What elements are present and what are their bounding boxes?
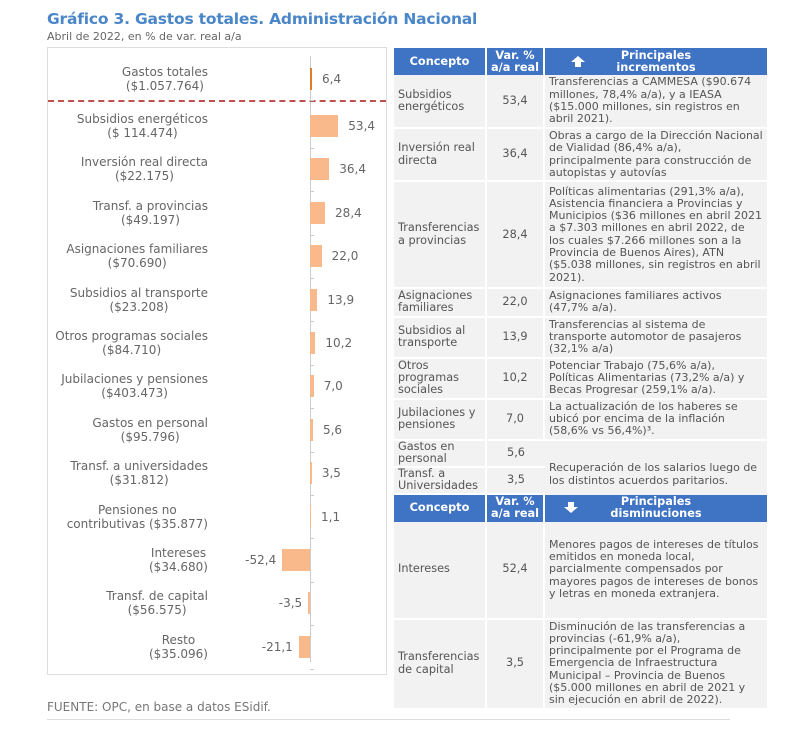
- bar-row: [48, 365, 386, 408]
- bar-row: [48, 408, 386, 451]
- bar-value-label: 53,4: [348, 118, 376, 133]
- bar-label: Transf. de capital ($56.575): [106, 589, 208, 618]
- bar: [310, 506, 311, 528]
- cell-var: 53,4: [487, 75, 545, 127]
- bar-row: [48, 582, 386, 625]
- table-row: [394, 522, 767, 620]
- cell-var: 3,5: [487, 620, 545, 708]
- cell-concept: Intereses: [394, 522, 487, 618]
- bar-row: [48, 538, 386, 581]
- bar-label: Intereses ($34.680): [149, 545, 208, 574]
- axis-tick: [310, 625, 314, 626]
- axis-tick: [310, 408, 314, 409]
- arrow-up-icon: [571, 56, 585, 62]
- axis-tick: [310, 495, 314, 496]
- cell-desc: Menores pagos de intereses de títulos emitidos en moneda local, parcialmente compensados por mayores pagos de intereses de bonos y letras en moneda extranjera.: [549, 537, 759, 600]
- bar-label: Asignaciones familiares ($70.690): [66, 242, 208, 271]
- bar-value-label: 10,2: [325, 335, 353, 350]
- bar: [308, 592, 310, 614]
- cell-var: 28,4: [487, 182, 545, 287]
- table-row: Gastos en personal 5,6: [394, 441, 545, 468]
- cell-concept: Subsidios energéticos: [394, 75, 487, 127]
- decreases-header: Concepto Var. % a/a real Principales disminuciones: [394, 495, 767, 522]
- bar-row: [48, 321, 386, 364]
- bar: [299, 636, 310, 658]
- bar-label: Resto ($35.096): [149, 632, 208, 661]
- bar: [282, 549, 310, 571]
- merged-rows: [394, 441, 767, 495]
- bar-label: Subsidios al transporte ($23.208): [69, 285, 208, 314]
- bar-row: [48, 191, 386, 234]
- bar-label: Otros programas sociales ($84.710): [55, 328, 208, 357]
- bar-value-label: 7,0: [323, 379, 343, 394]
- table-row: [394, 182, 767, 289]
- bar-row: [48, 625, 386, 668]
- bar: [310, 68, 312, 90]
- cell-desc: Transferencias a CAMMESA ($90.674 millones, 78,4% a/a), y a IEASA ($15.000 millones, sin registros en abril 2021).: [549, 75, 752, 126]
- axis-tick: [310, 538, 314, 539]
- header-increases: Principales incrementos: [545, 48, 767, 75]
- table-row: [394, 75, 767, 129]
- bar-row: [48, 104, 386, 147]
- bar-value-label: 3,5: [321, 466, 341, 481]
- cell-desc: Potenciar Trabajo (75,6% a/a), Políticas Alimentarias (73,2% a/a) y Becas Progresar (259,1% a/a).: [549, 358, 745, 397]
- bar-value-label: -52,4: [245, 552, 277, 567]
- bar-value-label: -3,5: [278, 596, 303, 611]
- cell-concept: Inversión real directa: [394, 129, 487, 180]
- bar-value-label: 36,4: [339, 162, 366, 177]
- bar-row: [48, 495, 386, 538]
- bar-label: Subsidios energéticos ($ 114.474): [76, 111, 208, 140]
- cell-var: 7,0: [487, 400, 545, 439]
- axis-tick: [310, 235, 314, 236]
- header-var: Var. % a/a real: [487, 48, 545, 75]
- axis-tick: [310, 452, 314, 453]
- table-row: [394, 318, 767, 359]
- axis-tick: [310, 321, 314, 322]
- bar-value-label: 6,4: [322, 71, 342, 86]
- table-row: [394, 359, 767, 400]
- merged-description: Recuperación de los salarios luego de los distintos acuerdos paritarios.: [545, 441, 767, 495]
- axis-tick: [310, 148, 314, 149]
- bar-label: Jubilaciones y pensiones ($403.473): [61, 372, 208, 401]
- cell-concept: Asignaciones familiares: [394, 289, 487, 316]
- bar-row: [48, 148, 386, 191]
- footer-divider: [47, 719, 730, 720]
- cell-concept: Subsidios al transporte: [394, 318, 487, 357]
- chart-title: Gráfico 3. Gastos totales. Administración Nacional: [47, 10, 478, 28]
- cell-desc: Obras a cargo de la Dirección Nacional de Vialidad (86,4% a/a), principalmente para construcción de autopistas y autovías: [549, 129, 763, 179]
- bar: [310, 245, 322, 267]
- bar-value-label: -21,1: [261, 639, 293, 654]
- bar-label: Gastos en personal ($95.796): [92, 415, 208, 444]
- cell-concept: Jubilaciones y pensiones: [394, 400, 487, 439]
- cell-desc: Disminución de las transferencias a provincias (-61,9% a/a), principalmente por el Programa de Emergencia de Infraestructura Municipal – Provincia de Buenos ($5.000 millones en abril de 2021 y sin ejecución en abril de 2022).: [549, 619, 746, 707]
- cell-concept: Transferencias a provincias: [394, 182, 487, 287]
- bar-value-label: 28,4: [335, 205, 362, 220]
- cell-desc: Políticas alimentarias (291,3% a/a), Asistencia financiera a Provincias y Municipios ($36 millones en abril 2021 a $7.303 millones en abril 2022, de los cuales $7.266 millones son a la Provincia de Buenos Aires), ATN ($5.038 millones, sin registros en abril 2021).: [549, 184, 763, 284]
- bar: [310, 202, 325, 224]
- cell-desc: Transferencias al sistema de transporte automotor de pasajeros (32,1% a/a): [549, 317, 742, 356]
- bar-row: [48, 278, 386, 321]
- table-row: [394, 129, 767, 182]
- bar: [310, 332, 315, 354]
- chart-subtitle: Abril de 2022, en % de var. real a/a: [47, 30, 242, 43]
- cell-var: 52,4: [487, 522, 545, 618]
- table-row: [394, 289, 767, 318]
- bar-chart: [47, 47, 387, 675]
- bar: [310, 375, 314, 397]
- bar-label: Transf. a provincias ($49.197): [92, 198, 208, 227]
- bar-row: [48, 452, 386, 495]
- bar-label: Inversión real directa ($22.175): [80, 155, 208, 184]
- bar-value-label: 5,6: [322, 422, 343, 437]
- bar-value-label: 22,0: [331, 249, 359, 264]
- axis-tick: [310, 582, 314, 583]
- bar: [310, 419, 313, 441]
- bar-label: Gastos totales ($1.057.764): [121, 64, 208, 93]
- axis-tick: [310, 669, 314, 670]
- axis-tick: [310, 100, 314, 101]
- bar-label: Pensiones no contributivas ($35.877): [66, 502, 208, 531]
- header-concept: Concepto: [394, 48, 487, 75]
- cell-var: 36,4: [487, 129, 545, 180]
- axis-tick: [310, 191, 314, 192]
- summary-table: [394, 48, 767, 710]
- cell-desc: Asignaciones familiares activos (47,7% a/a).: [549, 289, 722, 315]
- bar-label: Transf. a universidades ($31.812): [70, 459, 208, 488]
- axis-tick: [310, 365, 314, 366]
- source-note: FUENTE: OPC, en base a datos ESidif.: [47, 700, 271, 714]
- bar-row: [48, 235, 386, 278]
- cell-var: 22,0: [487, 289, 545, 316]
- bar-row: [48, 57, 386, 100]
- bar: [310, 158, 329, 180]
- table-row: [394, 620, 767, 710]
- axis-tick: [310, 278, 314, 279]
- bar: [310, 462, 312, 484]
- bar: [310, 289, 317, 311]
- cell-var: 13,9: [487, 318, 545, 357]
- increases-header: [394, 48, 767, 75]
- cell-var: 10,2: [487, 359, 545, 398]
- bar: [310, 115, 338, 137]
- table-row: [394, 400, 767, 441]
- bar-value-label: 1,1: [321, 509, 341, 524]
- cell-concept: Transferencias de capital: [394, 620, 487, 708]
- cell-desc: La actualización de los haberes se ubicó por encima de la inflación (58,6% vs 56,4%)³.: [549, 399, 738, 438]
- table-row: Transf. a Universidades 3,5: [394, 468, 545, 495]
- bar-value-label: 13,9: [327, 292, 355, 307]
- total-divider-line: [48, 100, 386, 102]
- cell-concept: Otros programas sociales: [394, 359, 487, 398]
